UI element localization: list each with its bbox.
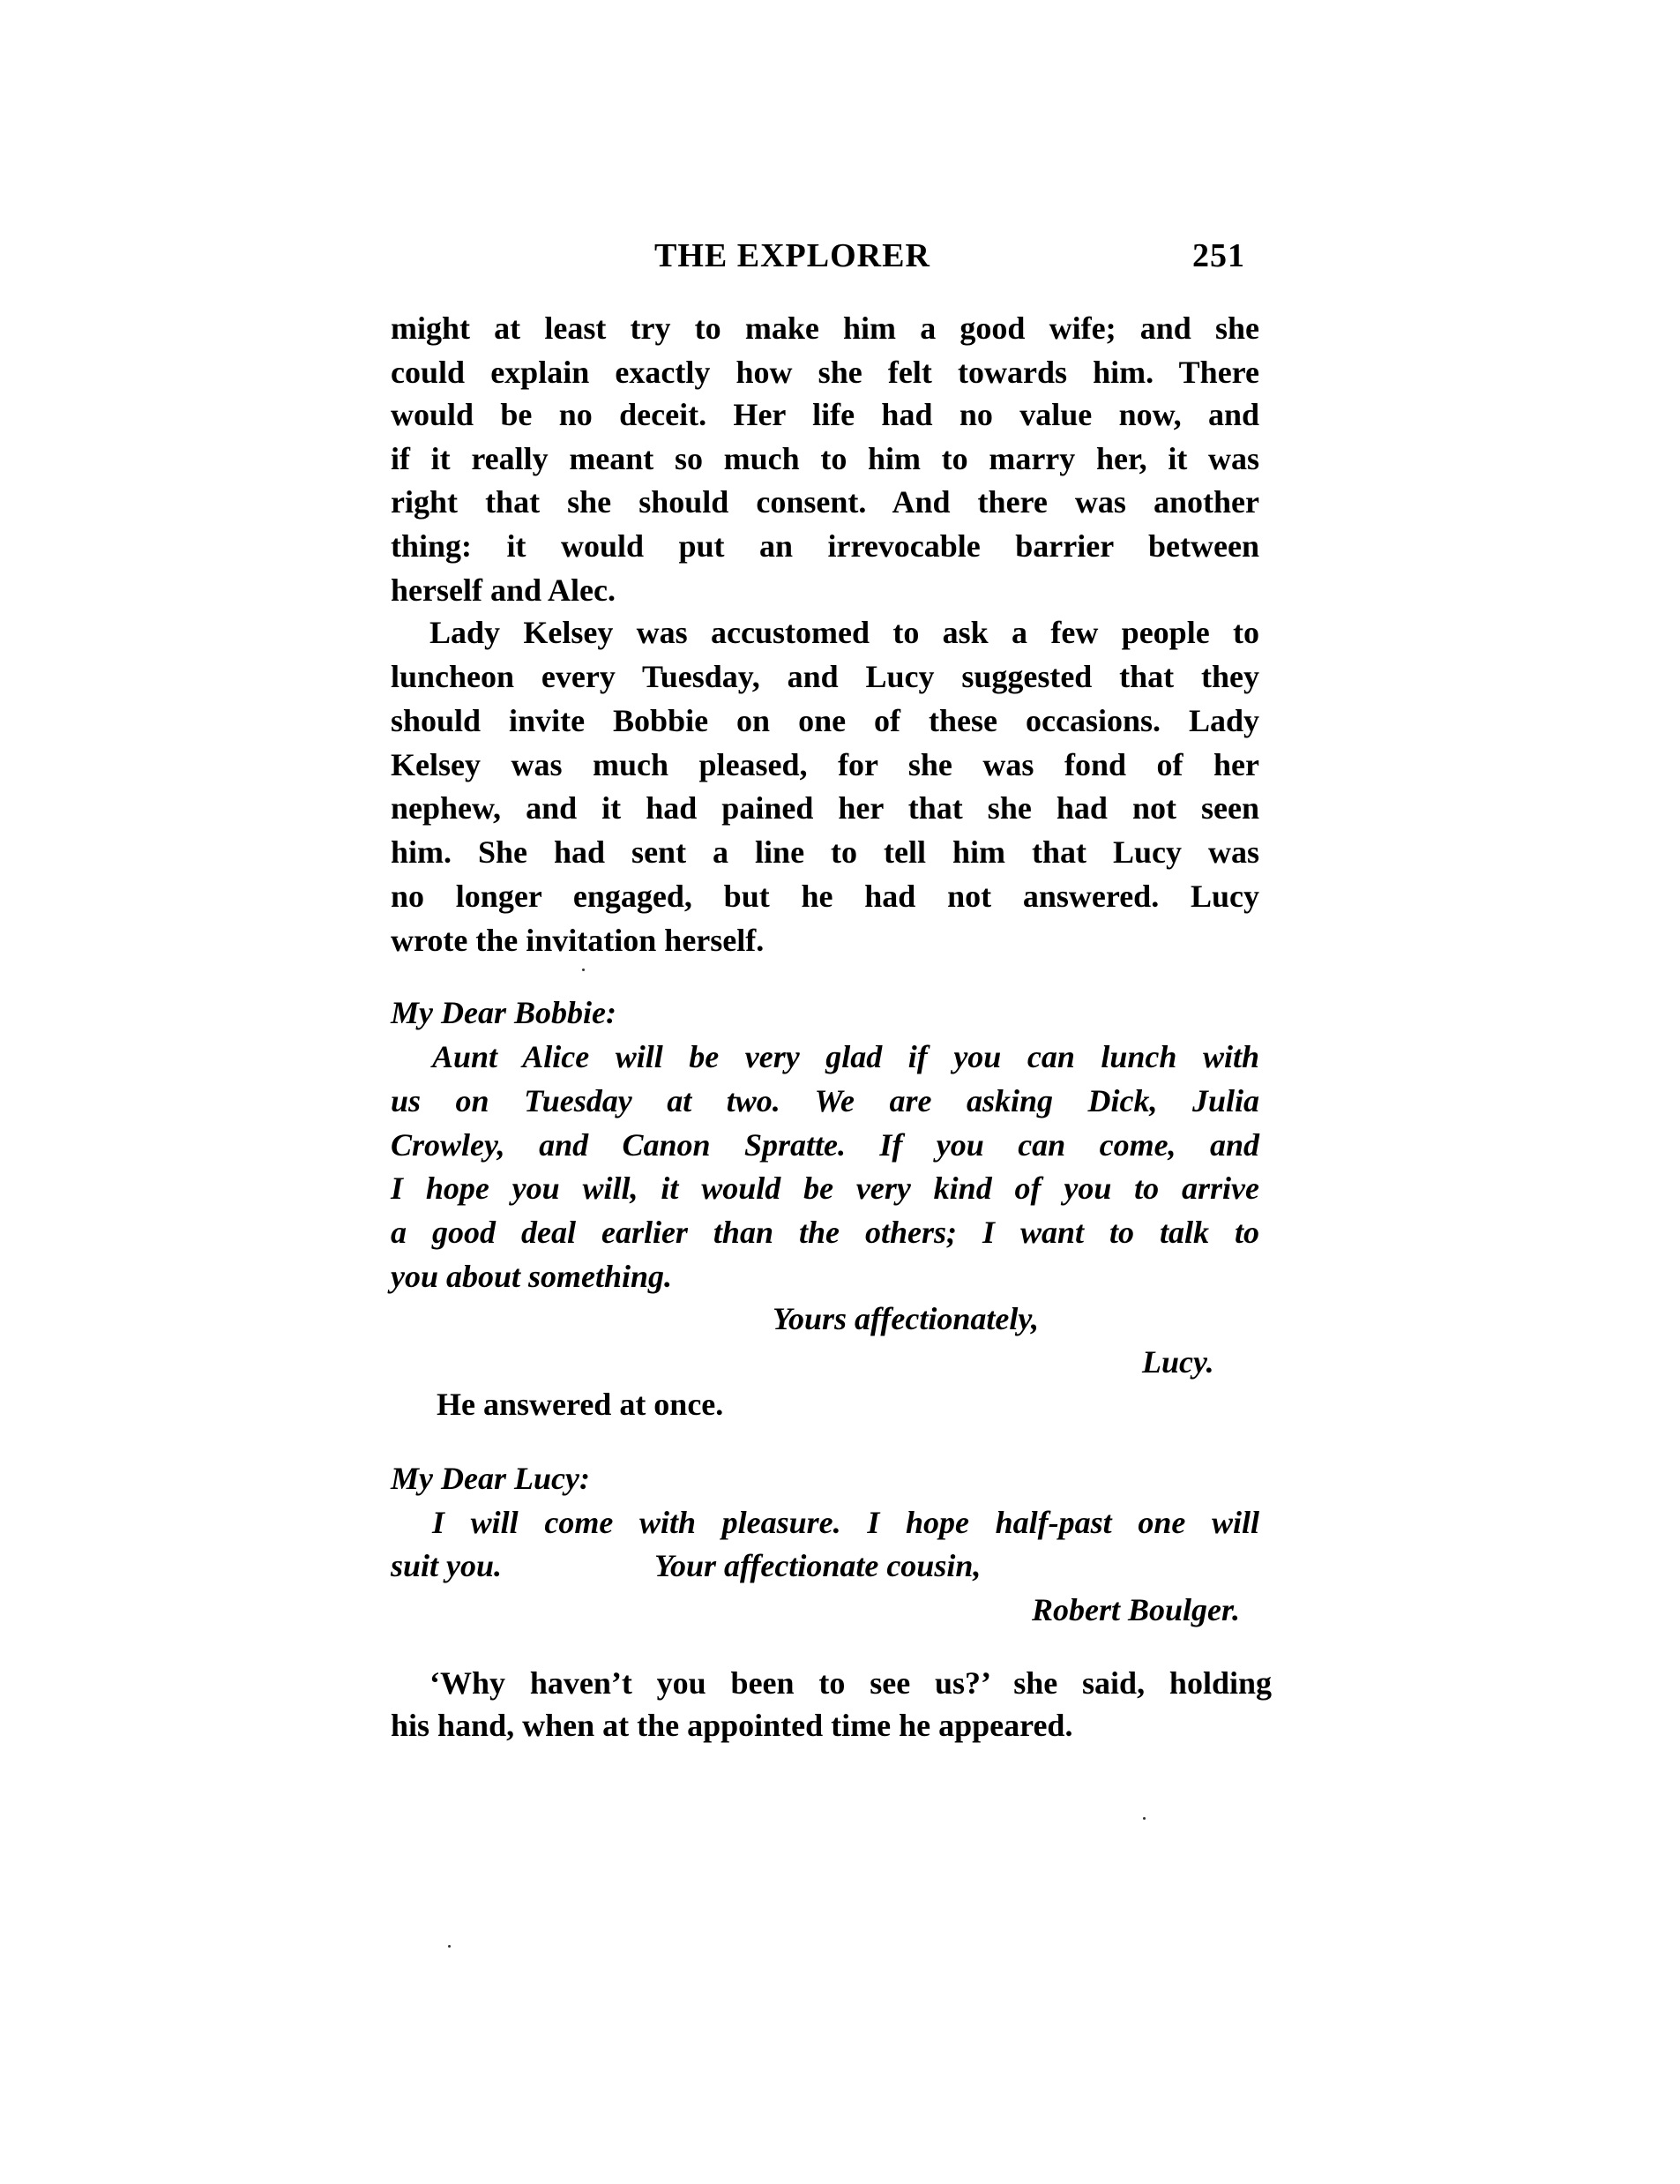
letter-line: suit you.	[391, 1548, 503, 1583]
body-line: him. She had sent a line to tell him that Lucy was	[391, 834, 1259, 870]
body-line: nephew, and it had pained her that she had not seen	[391, 790, 1259, 826]
speck	[1143, 1817, 1146, 1820]
running-title: THE EXPLORER	[654, 237, 930, 274]
body-line: ‘Why haven’t you been to see us?’ she said, holding	[429, 1665, 1272, 1701]
body-line: Lady Kelsey was accustomed to ask a few people to	[429, 615, 1259, 650]
letter-line: a good deal earlier than the others; I want to talk to	[391, 1215, 1259, 1250]
speck	[582, 969, 585, 971]
body-line: if it really meant so much to him to marry her, it was	[391, 441, 1259, 476]
body-line: his hand, when at the appointed time he appeared.	[391, 1708, 1073, 1743]
body-line: would be no deceit. Her life had no value now, and	[391, 397, 1259, 432]
letter-line: you about something.	[391, 1259, 673, 1294]
body-line: He answered at once.	[437, 1387, 724, 1422]
letter-line: I hope you will, it would be very kind of you to arrive	[391, 1171, 1259, 1206]
letter-signature: Lucy.	[1142, 1344, 1214, 1380]
body-line: luncheon every Tuesday, and Lucy suggested that they	[391, 659, 1259, 694]
body-line: should invite Bobbie on one of these occasions. Lady	[391, 703, 1259, 738]
body-line: herself and Alec.	[391, 572, 616, 608]
letter-line: us on Tuesday at two. We are asking Dick, Julia	[391, 1083, 1259, 1118]
letter-line: I will come with pleasure. I hope half-past one will	[432, 1505, 1259, 1540]
body-line: could explain exactly how she felt towards him. There	[391, 355, 1259, 390]
letter-salutation: My Dear Lucy:	[391, 1461, 590, 1496]
body-line: right that she should consent. And there was another	[391, 484, 1259, 520]
letter-closing: Yours affectionately,	[773, 1301, 1039, 1336]
letter-signature: Robert Boulger.	[1032, 1592, 1241, 1627]
page-number: 251	[1192, 237, 1245, 274]
body-line: no longer engaged, but he had not answered. Lucy	[391, 879, 1259, 914]
body-line: might at least try to make him a good wife; and she	[391, 310, 1259, 346]
letter-salutation: My Dear Bobbie:	[391, 995, 616, 1030]
speck	[448, 1945, 451, 1948]
letter-line: Aunt Alice will be very glad if you can lunch with	[432, 1039, 1259, 1074]
letter-closing: Your affectionate cousin,	[654, 1548, 982, 1583]
letter-line: Crowley, and Canon Spratte. If you can come, and	[391, 1127, 1259, 1163]
body-line: wrote the invitation herself.	[391, 923, 765, 958]
body-line: thing: it would put an irrevocable barrier between	[391, 528, 1259, 564]
body-line: Kelsey was much pleased, for she was fond of her	[391, 747, 1259, 782]
